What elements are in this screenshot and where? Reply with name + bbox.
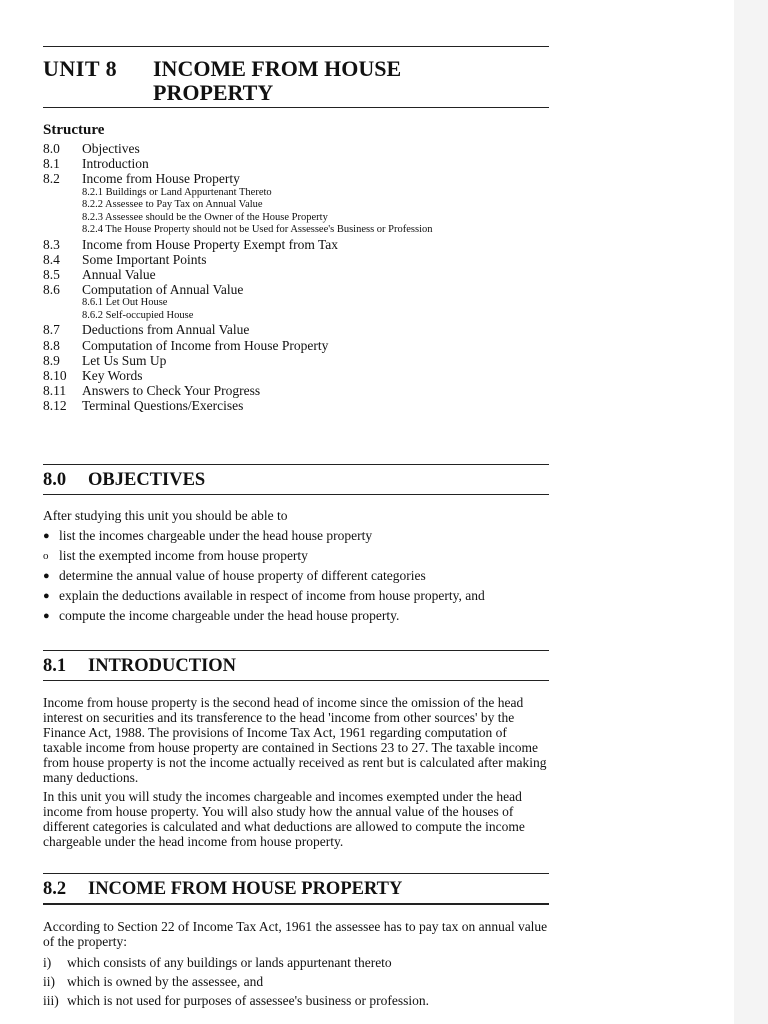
enumerated-item [43, 972, 549, 991]
structure-item-number: 8.8 [43, 337, 60, 353]
structure-item [43, 338, 549, 353]
objective-item [43, 606, 549, 626]
section-title: OBJECTIVES [88, 469, 206, 490]
structure-item-number: 8.7 [43, 322, 60, 338]
section-number: 8.2 [43, 878, 67, 899]
enumerated-item [43, 953, 549, 972]
introduction-paragraph-2: In this unit you will study the incomes chargeable and incomes exempted under the head income from house property. You will also study how the annual value of the houses of different categories is calculated and what deductions are allowed to compute the income chargeable under the head income from house property. [43, 788, 525, 849]
objective-text: compute the income chargeable under the head house property. [59, 607, 400, 623]
bullet-icon: o [43, 549, 49, 562]
structure-item-title: Terminal Questions/Exercises [82, 398, 244, 414]
structure-item-title: Answers to Check Your Progress [82, 383, 261, 399]
objective-text: list the exempted income from house property [59, 547, 308, 563]
enumerated-item-label: iii) [43, 992, 59, 1008]
structure-item-number: 8.3 [43, 236, 60, 252]
structure-item [43, 171, 549, 186]
objective-item [43, 526, 549, 546]
structure-item-title: Deductions from Annual Value [82, 322, 250, 338]
objectives-heading-block [43, 464, 549, 495]
section-heading [43, 874, 549, 903]
structure-item [43, 267, 549, 282]
objectives-intro: After studying this unit you should be able to [43, 507, 288, 523]
objective-item [43, 586, 549, 606]
structure-heading: Structure [43, 122, 105, 138]
section-number: 8.1 [43, 655, 67, 676]
top-rule [43, 46, 549, 47]
objective-item [43, 546, 549, 566]
enumerated-item-label: ii) [43, 973, 55, 989]
enumerated-item-text: which is not used for purposes of assessee's business or profession. [67, 992, 430, 1008]
structure-item-title: Let Us Sum Up [82, 352, 167, 368]
enumerated-item-label: i) [43, 954, 52, 970]
introduction-paragraph-1: Income from house property is the second head of income since the omission of the head interest on securities and its transference to the head 'income from other sources' by the Finance Act, 1988. The provisions of Income Tax Act, 1961 regarding computation of taxable income from house property are contained in Sections 23 to 27. The taxable income from house property is not the income actually received as rent but is calculated after making many deductions. [43, 694, 547, 785]
structure-item-title: Computation of Annual Value [82, 282, 244, 298]
structure-subitem: 8.2.4 The House Property should not be Used for Assessee's Business or Profession [82, 224, 433, 236]
structure-item [43, 156, 549, 171]
enumerated-item-text: which consists of any buildings or lands appurtenant thereto [67, 954, 392, 970]
structure-item-title: Income from House Property Exempt from Tax [82, 236, 338, 252]
unit-title [153, 57, 401, 105]
objective-text: determine the annual value of house property of different categories [59, 567, 426, 583]
structure-item-number: 8.0 [43, 141, 60, 156]
header-bottom-rule [43, 107, 549, 108]
enumerated-item-text: which is owned by the assessee, and [67, 973, 264, 989]
structure-item-number: 8.12 [43, 398, 67, 414]
structure-item-number: 8.6 [43, 282, 60, 298]
structure-item-title: Key Words [82, 368, 143, 384]
structure-item [43, 383, 549, 398]
bullet-icon: ● [43, 569, 50, 582]
structure-item-title: Income from House Property [82, 171, 240, 187]
structure-item-title: Introduction [82, 156, 149, 172]
structure-subitem: 8.6.1 Let Out House [82, 297, 168, 309]
objective-item [43, 566, 549, 586]
unit-title-line2: PROPERTY [153, 80, 274, 105]
structure-item-number: 8.4 [43, 251, 60, 267]
section-82-intro: According to Section 22 of Income Tax Act, 1961 the assessee has to pay tax on annual value of the property: [43, 918, 548, 949]
section-number: 8.0 [43, 469, 67, 490]
structure-item [43, 322, 549, 337]
structure-item-number: 8.9 [43, 352, 60, 368]
structure-item [43, 141, 549, 156]
unit-header [43, 57, 549, 105]
structure-subitem: 8.2.2 Assessee to Pay Tax on Annual Value [82, 199, 263, 211]
section-82-list [43, 953, 549, 1010]
structure-subitem: 8.2.1 Buildings or Land Appurtenant Thereto [82, 186, 272, 198]
structure-item [43, 368, 549, 383]
structure-item-title: Annual Value [82, 267, 156, 283]
unit-title-line1: INCOME FROM HOUSE [153, 56, 402, 81]
bullet-icon: ● [43, 609, 50, 622]
objective-text: explain the deductions available in respect of income from house property, and [59, 587, 485, 603]
structure-item [43, 353, 549, 368]
structure-list [43, 141, 549, 414]
structure-item-number: 8.5 [43, 267, 60, 283]
enumerated-item [43, 991, 549, 1010]
section-heading [43, 465, 549, 494]
structure-item-title: Objectives [82, 141, 140, 156]
page-edge-shadow [734, 0, 768, 1024]
structure-subitem: 8.2.3 Assessee should be the Owner of the House Property [82, 211, 328, 223]
bullet-icon: ● [43, 589, 50, 602]
document-page [43, 46, 549, 1010]
structure-item-number: 8.1 [43, 156, 60, 172]
unit-number: UNIT 8 [43, 56, 118, 81]
section-title: INTRODUCTION [88, 655, 237, 676]
structure-item [43, 252, 549, 267]
section-title: INCOME FROM HOUSE PROPERTY [88, 878, 403, 899]
objectives-list [43, 526, 549, 626]
structure-item [43, 398, 549, 413]
bullet-icon: ● [43, 529, 50, 542]
structure-item-title: Computation of Income from House Property [82, 337, 329, 353]
structure-item [43, 282, 549, 297]
structure-item-number: 8.11 [43, 383, 67, 399]
objective-text: list the incomes chargeable under the head house property [59, 527, 373, 543]
structure-item [43, 237, 549, 252]
introduction-heading-block [43, 650, 549, 681]
structure-item-number: 8.10 [43, 368, 67, 384]
section-82-heading-block [43, 873, 549, 905]
structure-item-number: 8.2 [43, 171, 60, 187]
structure-item-title: Some Important Points [82, 251, 207, 267]
structure-subitem: 8.6.2 Self-occupied House [82, 309, 194, 321]
section-heading [43, 651, 549, 680]
